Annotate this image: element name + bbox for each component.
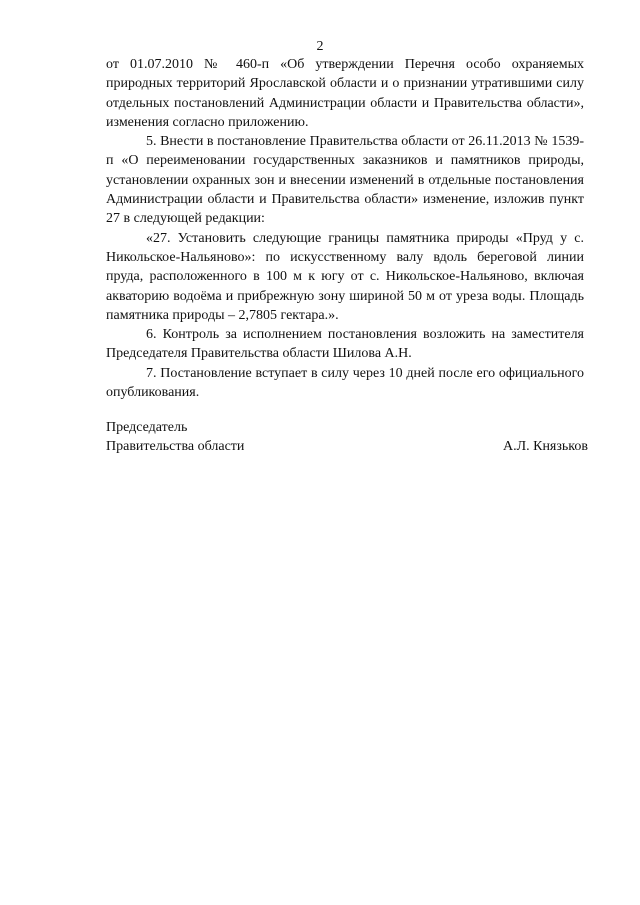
- page-number: 2: [316, 39, 324, 54]
- signatory-title-line1: Председатель: [106, 420, 188, 435]
- paragraph-item-5: 5. Внести в постановление Правительства области от 26.11.2013 № 1539-п «О переименовании государственных заказников и памятников природы, установлении охранных зон и внесении изменений в отдельные постановления Администрации области и Правительства области» изменение, изложив пункт 27 в следующей редакции:: [106, 134, 584, 227]
- signatory-name: А.Л. Князьков: [503, 439, 588, 455]
- signature-block: [106, 418, 588, 457]
- paragraph-item-7: 7. Постановление вступает в силу через 10 дней после его официального опубликования.: [106, 365, 584, 401]
- paragraph-continuation: от 01.07.2010 № 460-п «Об утверждении Перечня особо охраняемых природных территорий Ярославской области и о признании утратившими силу отдельных постановлений Администрации области и Правительства области», изменения согласно приложению.: [106, 57, 584, 130]
- paragraph-item-6: 6. Контроль за исполнением постановления возложить на заместителя Председателя Правительства области Шилова А.Н.: [106, 327, 584, 362]
- signature-line: [106, 437, 588, 456]
- paragraph-quoted-item-27: «27. Установить следующие границы памятника природы «Пруд у с. Никольское-Нальяново»: по искусственному валу вдоль береговой линии пруда, расположенного в 100 м к югу от с. Никольское-Нальяново, включая акваторию водоёма и прибрежную зону шириной 50 м от уреза воды. Площадь памятника природы – 2,7805 гектара.».: [106, 230, 584, 323]
- document-body: [106, 55, 584, 402]
- signatory-title-line2: Правительства области: [106, 439, 245, 455]
